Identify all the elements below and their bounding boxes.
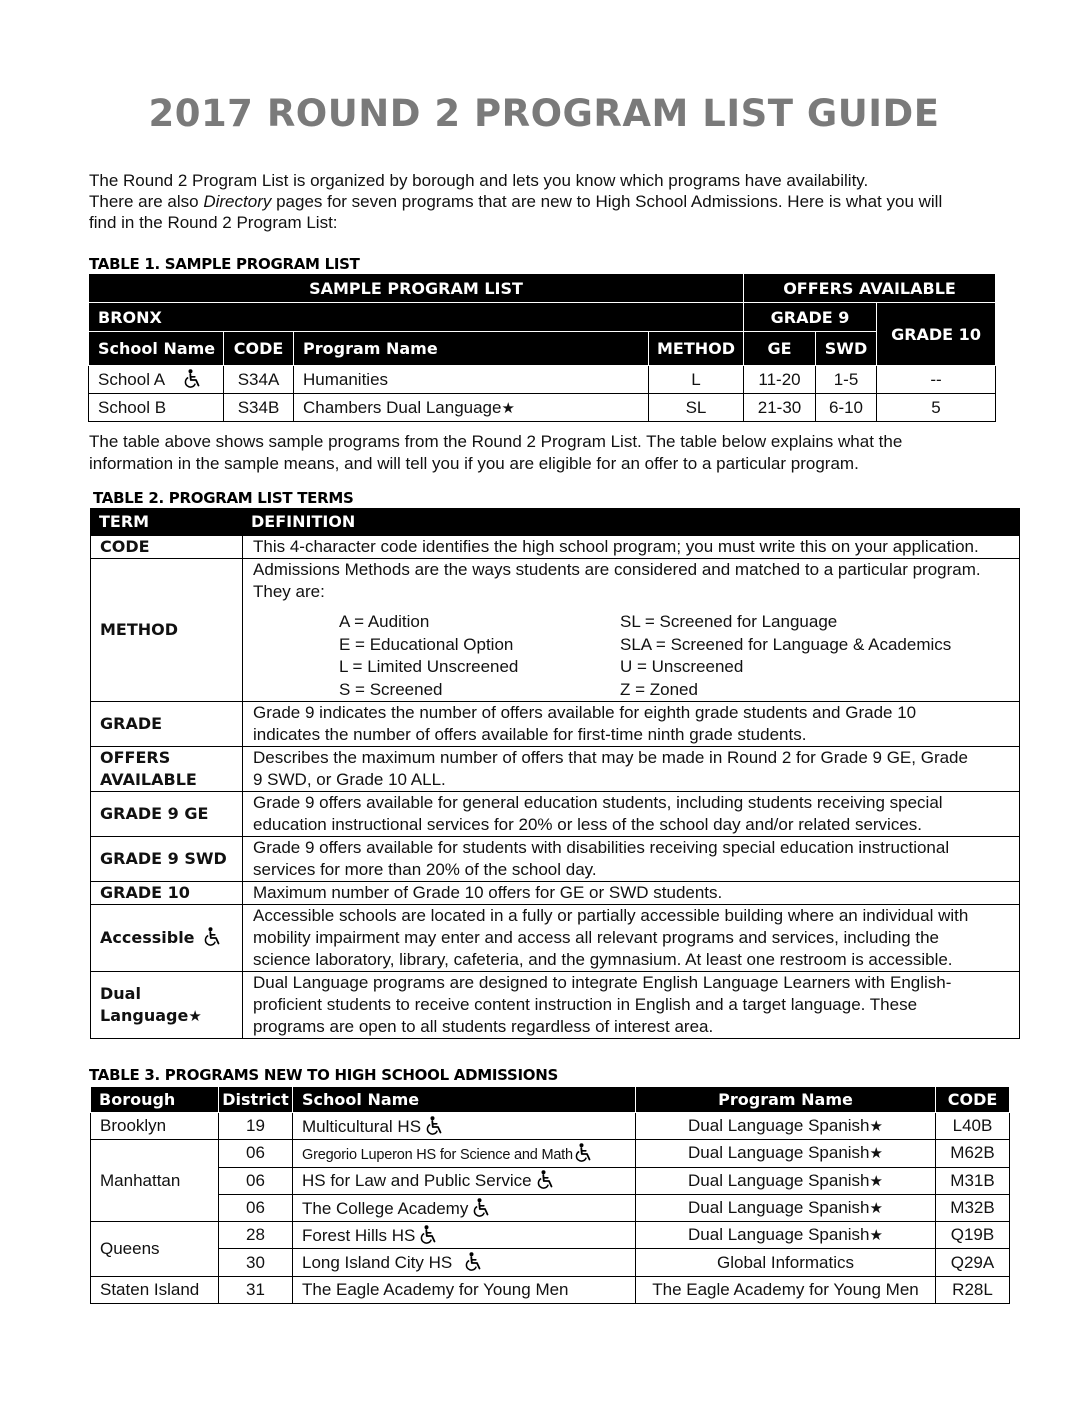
code-cell: S34A [224,366,294,394]
program-cell [636,1194,936,1221]
def-dual-line-2: proficient students to receive content instruction in English and a target language. These [253,995,918,1014]
term-grade9-swd: GRADE 9 SWD [91,837,243,882]
new-programs-table [90,1086,1010,1304]
term-method: METHOD [91,559,243,702]
borough-cell: Staten Island [91,1276,219,1303]
term-offers-line-2: AVAILABLE [100,770,197,789]
def-dual-language [243,972,1020,1039]
col-district: District [219,1087,293,1113]
def-offers-line-2: 9 SWD, or Grade 10 ALL. [253,770,446,789]
district-cell: 06 [219,1167,293,1194]
intro-directory-emphasis: Directory [203,192,272,211]
table-row [91,1113,1010,1140]
program-name: Dual Language Spanish [688,1170,870,1190]
program-name: Chambers Dual Language [303,397,502,417]
col-school-name: School Name [293,1087,636,1113]
method-item: A = Audition [339,612,430,631]
method-item: L = Limited Unscreened [339,657,519,676]
program-name: Dual Language Spanish [688,1116,870,1136]
table-row [91,1276,1010,1303]
col-ge: GE [744,332,816,366]
def-acc-line-2: mobility impairment may enter and access all relevant programs and services, including the [253,928,939,947]
page-title: 2017 ROUND 2 PROGRAM LIST GUIDE [148,92,940,135]
star-icon: ★ [188,1007,202,1025]
col-school-name: School Name [89,332,224,366]
def-method-line-1: Admissions Methods are the ways students are considered and matched to a particular program. [253,560,981,579]
term-accessible-label: Accessible [100,928,195,947]
term-grade: GRADE [91,702,243,747]
method-list [339,611,1013,701]
borough-cell: Queens [91,1222,219,1277]
borough-header: BRONX [89,303,744,332]
def-offers [243,747,1020,792]
program-cell [636,1222,936,1249]
school-name: HS for Law and Public Service [302,1171,532,1191]
def-grade-line-1: Grade 9 indicates the number of offers available for eighth grade students and Grade 10 [253,703,917,722]
col-definition: DEFINITION [243,509,1020,536]
col-term: TERM [91,509,243,536]
school-name: Long Island City HS [302,1253,453,1273]
program-cell: The Eagle Academy for Young Men [636,1276,936,1303]
program-cell: Global Informatics [636,1249,936,1276]
table-row [89,394,996,422]
wheelchair-icon [464,1252,481,1271]
method-item: SL = Screened for Language [620,612,838,631]
program-cell: Humanities [294,366,649,394]
star-icon: ★ [869,1172,883,1190]
sample-list-header: SAMPLE PROGRAM LIST [89,274,744,303]
term-row-dual-language [91,972,1020,1039]
swd-cell: 6-10 [816,394,877,422]
school-cell [293,1249,636,1276]
code-cell: M62B [936,1140,1010,1167]
def-method-line-2: They are: [253,582,325,601]
program-cell [636,1140,936,1167]
school-cell: The Eagle Academy for Young Men [293,1276,636,1303]
term-accessible [91,905,243,972]
program-name: Dual Language Spanish [688,1143,870,1163]
explanation-line-2: information in the sample means, and will tell you if you are eligible for an offer to a particular program. [89,454,859,473]
ge-cell: 21-30 [744,394,816,422]
method-item: S = Screened [339,679,443,699]
intro-line-2 [89,191,1009,212]
def-accessible [243,905,1020,972]
def-grade10: Maximum number of Grade 10 offers for GE or SWD students. [243,882,1020,905]
term-grade10: GRADE 10 [91,882,243,905]
program-name: Dual Language Spanish [688,1198,870,1218]
table-row [89,366,996,394]
col-program-name: Program Name [636,1087,936,1113]
school-name: Forest Hills HS [302,1225,416,1245]
term-row-offers [91,747,1020,792]
col-code: CODE [224,332,294,366]
term-row-grade9-swd [91,837,1020,882]
district-cell: 19 [219,1113,293,1140]
term-grade9-ge: GRADE 9 GE [91,792,243,837]
school-cell [293,1113,636,1140]
program-cell [636,1167,936,1194]
table-row [91,1140,1010,1167]
offers-available-header: OFFERS AVAILABLE [744,274,996,303]
program-cell [636,1113,936,1140]
term-row-code [91,536,1020,559]
def-ge-line-2: education instructional services for 20% or less of the school day and/or related services. [253,815,923,834]
method-item: Z = Zoned [620,679,698,699]
school-cell [293,1167,636,1194]
method-item: U = Unscreened [620,657,744,676]
col-program-name: Program Name [294,332,649,366]
code-cell: M31B [936,1167,1010,1194]
method-item: E = Educational Option [339,634,514,654]
def-grade9-swd [243,837,1020,882]
wheelchair-icon [425,1116,442,1135]
star-icon: ★ [869,1145,883,1163]
table1-caption: TABLE 1. SAMPLE PROGRAM LIST [89,255,360,273]
school-name: School A [98,370,166,389]
program-name: Dual Language Spanish [688,1225,870,1245]
wheelchair-icon [536,1170,553,1189]
wheelchair-icon [203,927,220,946]
term-row-grade9-ge [91,792,1020,837]
ge-cell: 11-20 [744,366,816,394]
def-grade [243,702,1020,747]
def-acc-line-1: Accessible schools are located in a fully or partially accessible building where an individual with [253,906,969,925]
def-dual-line-1: Dual Language programs are designed to integrate English Language Learners with English- [253,973,952,992]
def-swd-line-1: Grade 9 offers available for students with disabilities receiving special education instructional [253,838,950,857]
method-item: SLA = Screened for Language & Academics [620,634,952,654]
def-ge-line-1: Grade 9 offers available for general education students, including students receiving special [253,793,943,812]
term-offers-available [91,747,243,792]
col-swd: SWD [816,332,877,366]
star-icon: ★ [869,1227,883,1245]
district-cell: 30 [219,1249,293,1276]
star-icon: ★ [501,399,515,417]
grade10-cell: 5 [877,394,996,422]
term-offers-line-1: OFFERS [100,748,171,767]
term-row-method [91,559,1020,702]
table-row [91,1194,1010,1221]
school-name: The College Academy [302,1198,469,1218]
def-dual-line-3: programs are open to all students regardless of interest area. [253,1017,714,1036]
intro-line-1: The Round 2 Program List is organized by borough and lets you know which programs have availability. [89,171,869,190]
term-dual-line-1: Dual [100,984,141,1003]
wheelchair-icon [574,1143,591,1162]
star-icon: ★ [869,1200,883,1218]
grade10-cell: -- [877,366,996,394]
school-name: Gregorio Luperon HS for Science and Math [302,1147,573,1164]
table-row [91,1249,1010,1276]
table3-caption: TABLE 3. PROGRAMS NEW TO HIGH SCHOOL ADMISSIONS [89,1066,558,1084]
def-offers-line-1: Describes the maximum number of offers that may be made in Round 2 for Grade 9 GE, Grade [253,748,968,767]
wheelchair-icon [419,1225,436,1244]
def-grade-line-2: indicates the number of offers available for first-time ninth grade students. [253,725,807,744]
intro-line-3: find in the Round 2 Program List: [89,213,338,232]
col-method: METHOD [649,332,744,366]
sample-program-table [88,273,996,422]
def-grade9-ge [243,792,1020,837]
program-cell [294,394,649,422]
program-terms-table [90,508,1020,1039]
term-row-grade10 [91,882,1020,905]
method-cell: SL [649,394,744,422]
borough-cell: Brooklyn [91,1113,219,1140]
wheelchair-icon [183,369,200,388]
term-row-accessible [91,905,1020,972]
term-dual-language [91,972,243,1039]
col-code: CODE [936,1087,1010,1113]
table-row [91,1222,1010,1249]
district-cell: 06 [219,1194,293,1221]
school-cell [89,366,224,394]
grade10-header: GRADE 10 [877,303,996,366]
borough-cell: Manhattan [91,1140,219,1222]
term-dual-label: Language [100,1006,189,1025]
col-borough: Borough [91,1087,219,1113]
code-cell: M32B [936,1194,1010,1221]
def-acc-line-3: science laboratory, library, cafeteria, and the gymnasium. At least one restroom is accessible. [253,950,953,969]
code-cell: Q29A [936,1249,1010,1276]
term-code: CODE [91,536,243,559]
school-cell [293,1222,636,1249]
grade9-header: GRADE 9 [744,303,877,332]
term-dual-line-2 [100,1005,242,1027]
code-cell: L40B [936,1113,1010,1140]
intro-text [89,170,1009,233]
intro-line-2-pre: There are also [89,192,204,211]
term-row-grade [91,702,1020,747]
district-cell: 06 [219,1140,293,1167]
district-cell: 28 [219,1222,293,1249]
school-cell [293,1194,636,1221]
code-cell: R28L [936,1276,1010,1303]
code-cell: Q19B [936,1222,1010,1249]
swd-cell: 1-5 [816,366,877,394]
explanation-line-1: The table above shows sample programs from the Round 2 Program List. The table below explains what the [89,432,903,451]
intro-line-2-post: pages for seven programs that are new to High School Admissions. Here is what you will [271,192,943,211]
code-cell: S34B [224,394,294,422]
table-row [91,1167,1010,1194]
school-cell: School B [89,394,224,422]
def-code: This 4-character code identifies the high school program; you must write this on your application. [243,536,1020,559]
wheelchair-icon [472,1198,489,1217]
school-cell [293,1140,636,1167]
table1-explanation [89,431,989,475]
table2-caption: TABLE 2. PROGRAM LIST TERMS [93,489,354,507]
star-icon: ★ [869,1118,883,1136]
school-name: Multicultural HS [302,1116,422,1136]
district-cell: 31 [219,1276,293,1303]
def-method [243,559,1020,702]
method-cell: L [649,366,744,394]
def-swd-line-2: services for more than 20% of the school day. [253,860,597,879]
